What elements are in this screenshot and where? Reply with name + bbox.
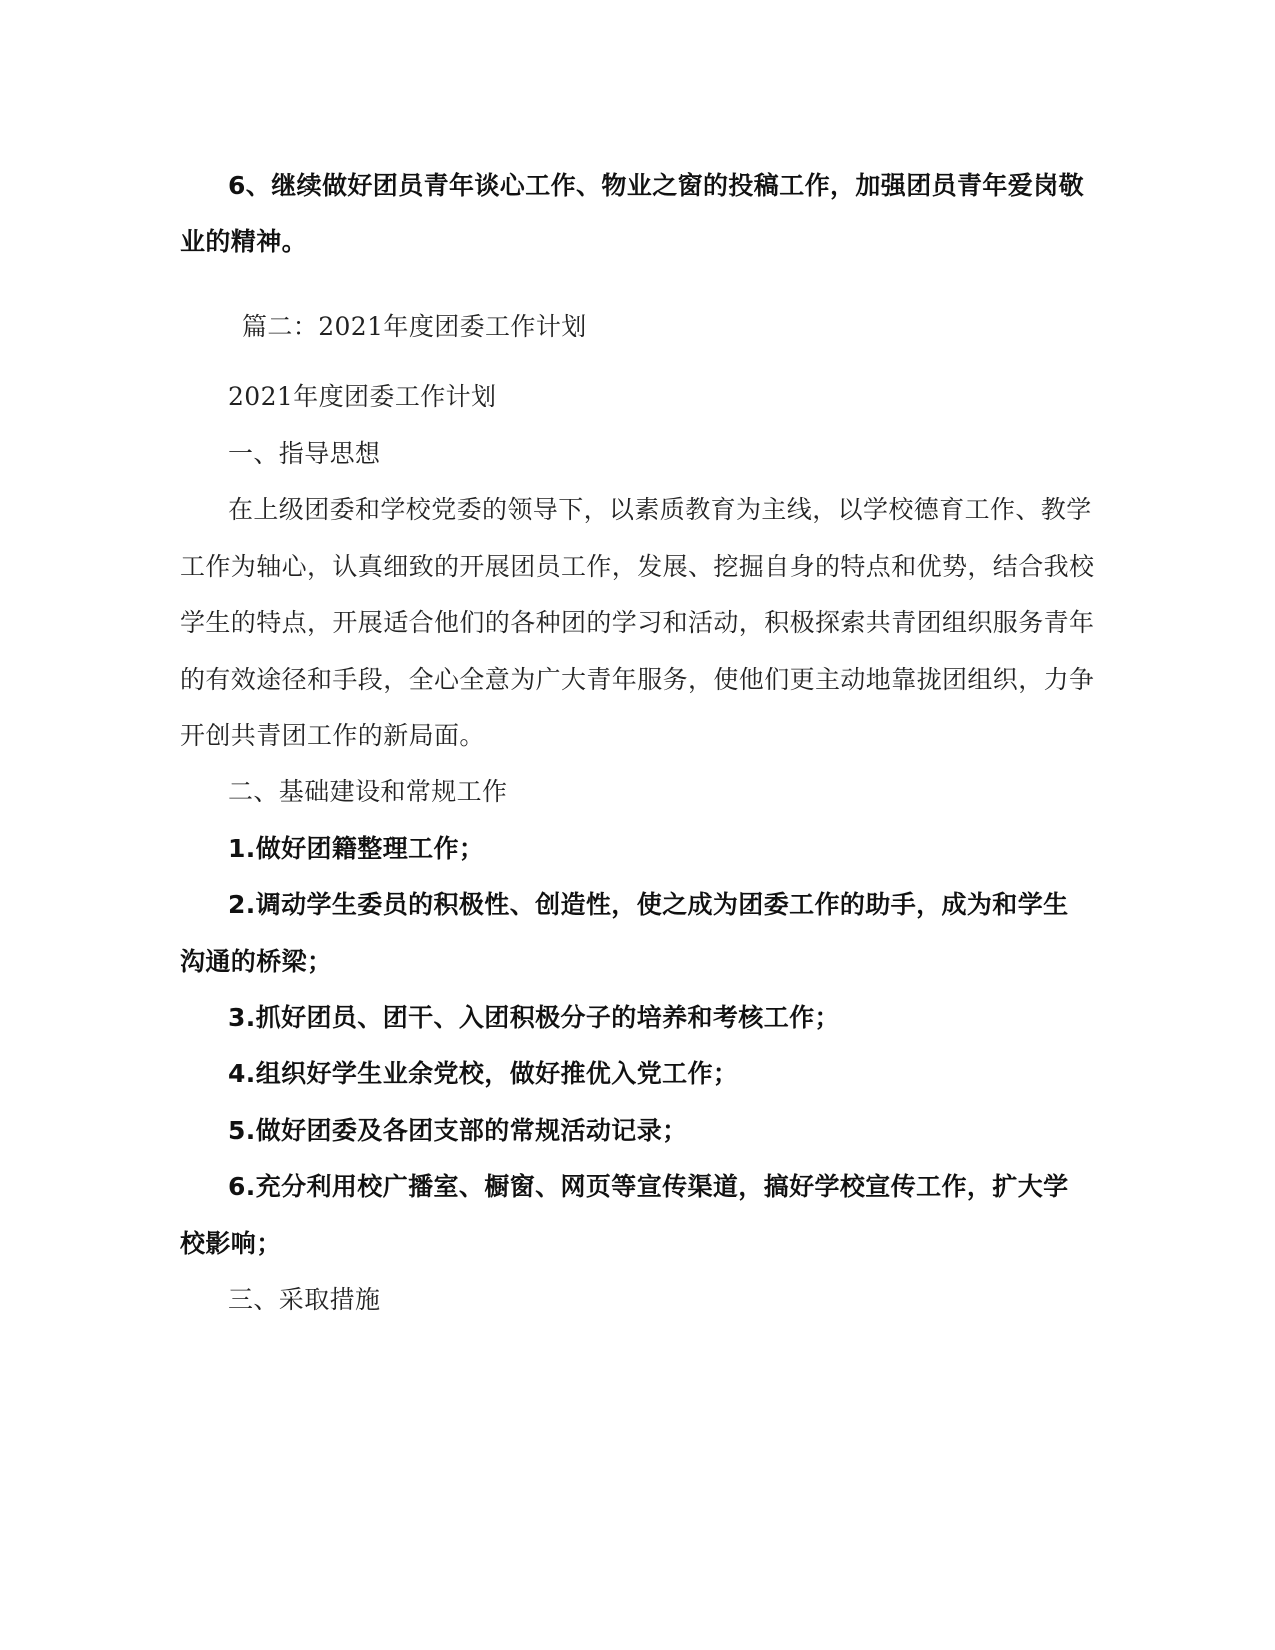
document-title: 2021年度团委工作计划 xyxy=(228,382,497,411)
list-item-6-line-1: 6.充分利用校广播室、橱窗、网页等宣传渠道，搞好学校宣传工作，扩大学 xyxy=(228,1172,1069,1201)
list-item-4: 4.组织好学生业余党校，做好推优入党工作； xyxy=(228,1059,739,1088)
list-item-1: 1.做好团籍整理工作； xyxy=(228,834,485,863)
heading-basic-construction: 二、基础建设和常规工作 xyxy=(228,777,508,806)
list-item-5: 5.做好团委及各团支部的常规活动记录； xyxy=(228,1116,688,1145)
section-heading: 篇二：2021年度团委工作计划 xyxy=(242,312,587,341)
paragraph-line-2: 工作为轴心，认真细致的开展团员工作，发展、挖掘自身的特点和优势，结合我校 xyxy=(180,552,1095,581)
list-item-6-line-2: 校影响； xyxy=(180,1229,282,1258)
heading-guiding-ideology: 一、指导思想 xyxy=(228,439,381,468)
list-item-3: 3.抓好团员、团干、入团积极分子的培养和考核工作； xyxy=(228,1003,840,1032)
item-6-line-1: 6、继续做好团员青年谈心工作、物业之窗的投稿工作，加强团员青年爱岗敬 xyxy=(228,171,1084,200)
paragraph-line-5: 开创共青团工作的新局面。 xyxy=(180,721,485,750)
heading-measures: 三、采取措施 xyxy=(228,1285,381,1314)
list-item-2-line-2: 沟通的桥梁； xyxy=(180,947,333,976)
item-6-line-2: 业的精神。 xyxy=(180,227,308,256)
list-item-2-line-1: 2.调动学生委员的积极性、创造性，使之成为团委工作的助手，成为和学生 xyxy=(228,890,1069,919)
paragraph-line-3: 学生的特点，开展适合他们的各种团的学习和活动，积极探索共青团组织服务青年 xyxy=(180,608,1095,637)
paragraph-line-4: 的有效途径和手段，全心全意为广大青年服务，使他们更主动地靠拢团组织，力争 xyxy=(180,665,1095,694)
paragraph-line-1: 在上级团委和学校党委的领导下，以素质教育为主线，以学校德育工作、教学 xyxy=(228,495,1092,524)
